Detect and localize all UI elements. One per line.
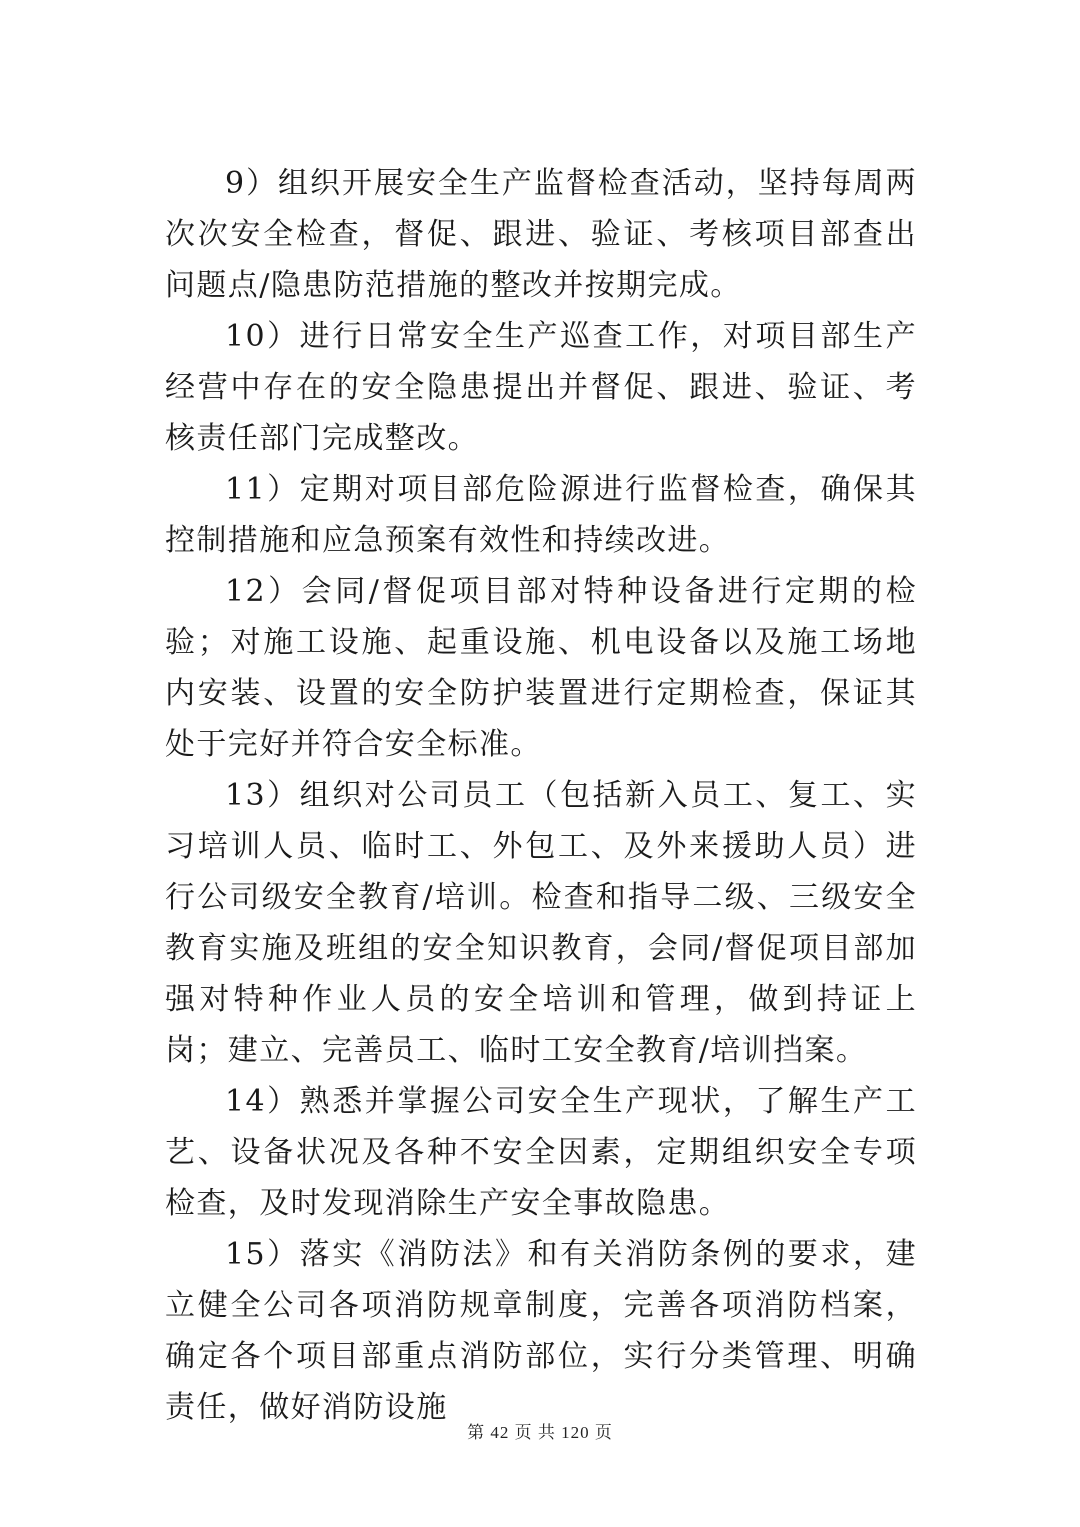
page-number-footer: 第 42 页 共 120 页 (467, 1423, 613, 1442)
paragraph-item-12: 12）会同/督促项目部对特种设备进行定期的检验；对施工设施、起重设施、机电设备以及施工场地内安装、设置的安全防护装置进行定期检查，保证其处于完好并符合安全标准。 (165, 574, 917, 762)
paragraph-item-14: 14）熟悉并掌握公司安全生产现状，了解生产工艺、设备状况及各种不安全因素，定期组织安全专项检查，及时发现消除生产安全事故隐患。 (165, 1084, 917, 1221)
paragraph-item-13: 13）组织对公司员工（包括新入员工、复工、实习培训人员、临时工、外包工、及外来援助人员）进行公司级安全教育/培训。检查和指导二级、三级安全教育实施及班组的安全知识教育，会同/督促项目部加强对特种作业人员的安全培训和管理，做到持证上岗；建立、完善员工、临时工安全教育/培训挡案。 (165, 778, 917, 1068)
paragraph-item-15: 15）落实《消防法》和有关消防条例的要求，建立健全公司各项消防规章制度，完善各项消防档案，确定各个项目部重点消防部位，实行分类管理、明确责任，做好消防设施 (165, 1237, 917, 1425)
document-body (165, 158, 917, 1433)
paragraph-item-10: 10）进行日常安全生产巡查工作，对项目部生产经营中存在的安全隐患提出并督促、跟进、验证、考核责任部门完成整改。 (165, 319, 917, 456)
paragraph-item-11: 11）定期对项目部危险源进行监督检查，确保其控制措施和应急预案有效性和持续改进。 (165, 472, 917, 558)
paragraph-item-9: 9）组织开展安全生产监督检查活动，坚持每周两次次安全检查，督促、跟进、验证、考核项目部查出问题点/隐患防范措施的整改并按期完成。 (165, 166, 917, 303)
